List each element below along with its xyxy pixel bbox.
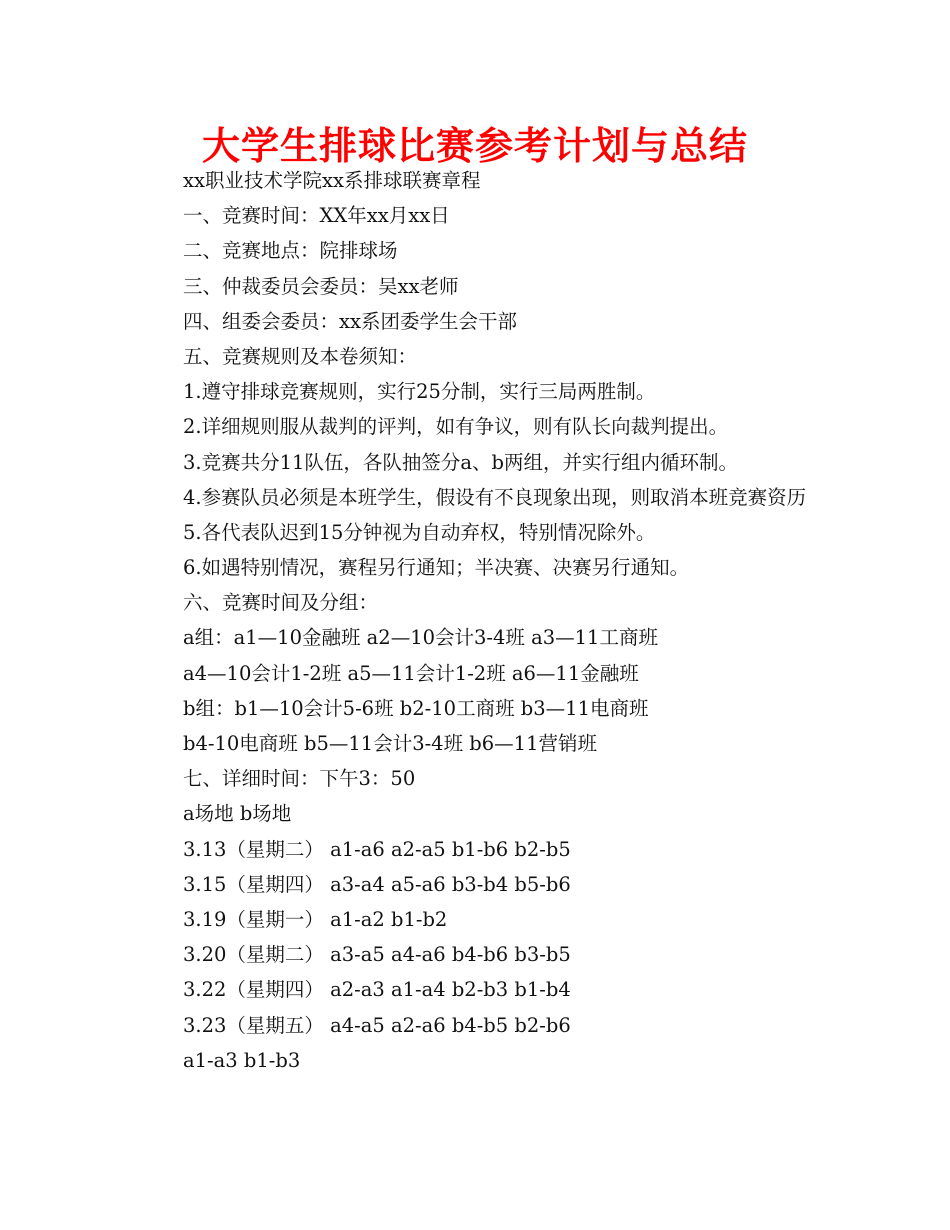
- line-group-a-2: a4—10会计1-2班 a5—11会计1-2班 a6—11金融班: [183, 661, 639, 685]
- line-group-a-1: a组：a1—10金融班 a2—10会计3-4班 a3—11工商班: [183, 626, 658, 650]
- line-rule-5: 5.各代表队迟到15分钟视为自动弃权，特别情况除外。: [183, 520, 656, 544]
- line-arbitration: 三、仲裁委员会委员：吴xx老师: [183, 274, 459, 298]
- line-group-b-2: b4-10电商班 b5—11会计3-4班 b6—11营销班: [183, 732, 597, 756]
- line-schedule-heading: 七、详细时间：下午3：50: [183, 767, 416, 791]
- schedule-row: 3.15（星期四） a3-a4 a5-a6 b3-b4 b5-b6: [183, 872, 571, 896]
- line-courts: a场地 b场地: [183, 802, 292, 826]
- document-body: [141, 163, 821, 1078]
- schedule-row: 3.20（星期二） a3-a5 a4-a6 b4-b6 b3-b5: [183, 943, 571, 967]
- line-committee: 四、组委会委员：xx系团委学生会干部: [183, 309, 517, 333]
- line-grouping-heading: 六、竞赛时间及分组：: [183, 591, 379, 615]
- document-title: 大学生排球比赛参考计划与总结: [201, 124, 748, 168]
- schedule-row: 3.23（星期五） a4-a5 a2-a6 b4-b5 b2-b6: [183, 1013, 571, 1037]
- line-rule-1: 1.遵守排球竞赛规则，实行25分制，实行三局两胜制。: [183, 380, 656, 404]
- schedule-row: a1-a3 b1-b3: [183, 1048, 301, 1072]
- schedule-row: 3.13（星期二） a1-a6 a2-a5 b1-b6 b2-b5: [183, 837, 571, 861]
- line-group-b-1: b组：b1—10会计5-6班 b2-10工商班 b3—11电商班: [183, 696, 649, 720]
- line-venue: 二、竞赛地点：院排球场: [183, 239, 398, 263]
- line-rule-2: 2.详细规则服从裁判的评判，如有争议，则有队长向裁判提出。: [183, 415, 729, 439]
- line-rule-6: 6.如遇特别情况，赛程另行通知；半决赛、决赛另行通知。: [183, 556, 690, 580]
- line-time: 一、竞赛时间：XX年xx月xx日: [183, 204, 450, 228]
- schedule-row: 3.19（星期一） a1-a2 b1-b2: [183, 907, 448, 931]
- line-rules-heading: 五、竞赛规则及本卷须知：: [183, 344, 418, 368]
- schedule-row: 3.22（星期四） a2-a3 a1-a4 b2-b3 b1-b4: [183, 978, 571, 1002]
- line-heading-school: xx职业技术学院xx系排球联赛章程: [183, 169, 481, 192]
- line-rule-4: 4.参赛队员必须是本班学生，假设有不良现象出现，则取消本班竞赛资历: [183, 485, 807, 509]
- line-rule-3: 3.竞赛共分11队伍，各队抽签分a、b两组，并实行组内循环制。: [183, 450, 739, 474]
